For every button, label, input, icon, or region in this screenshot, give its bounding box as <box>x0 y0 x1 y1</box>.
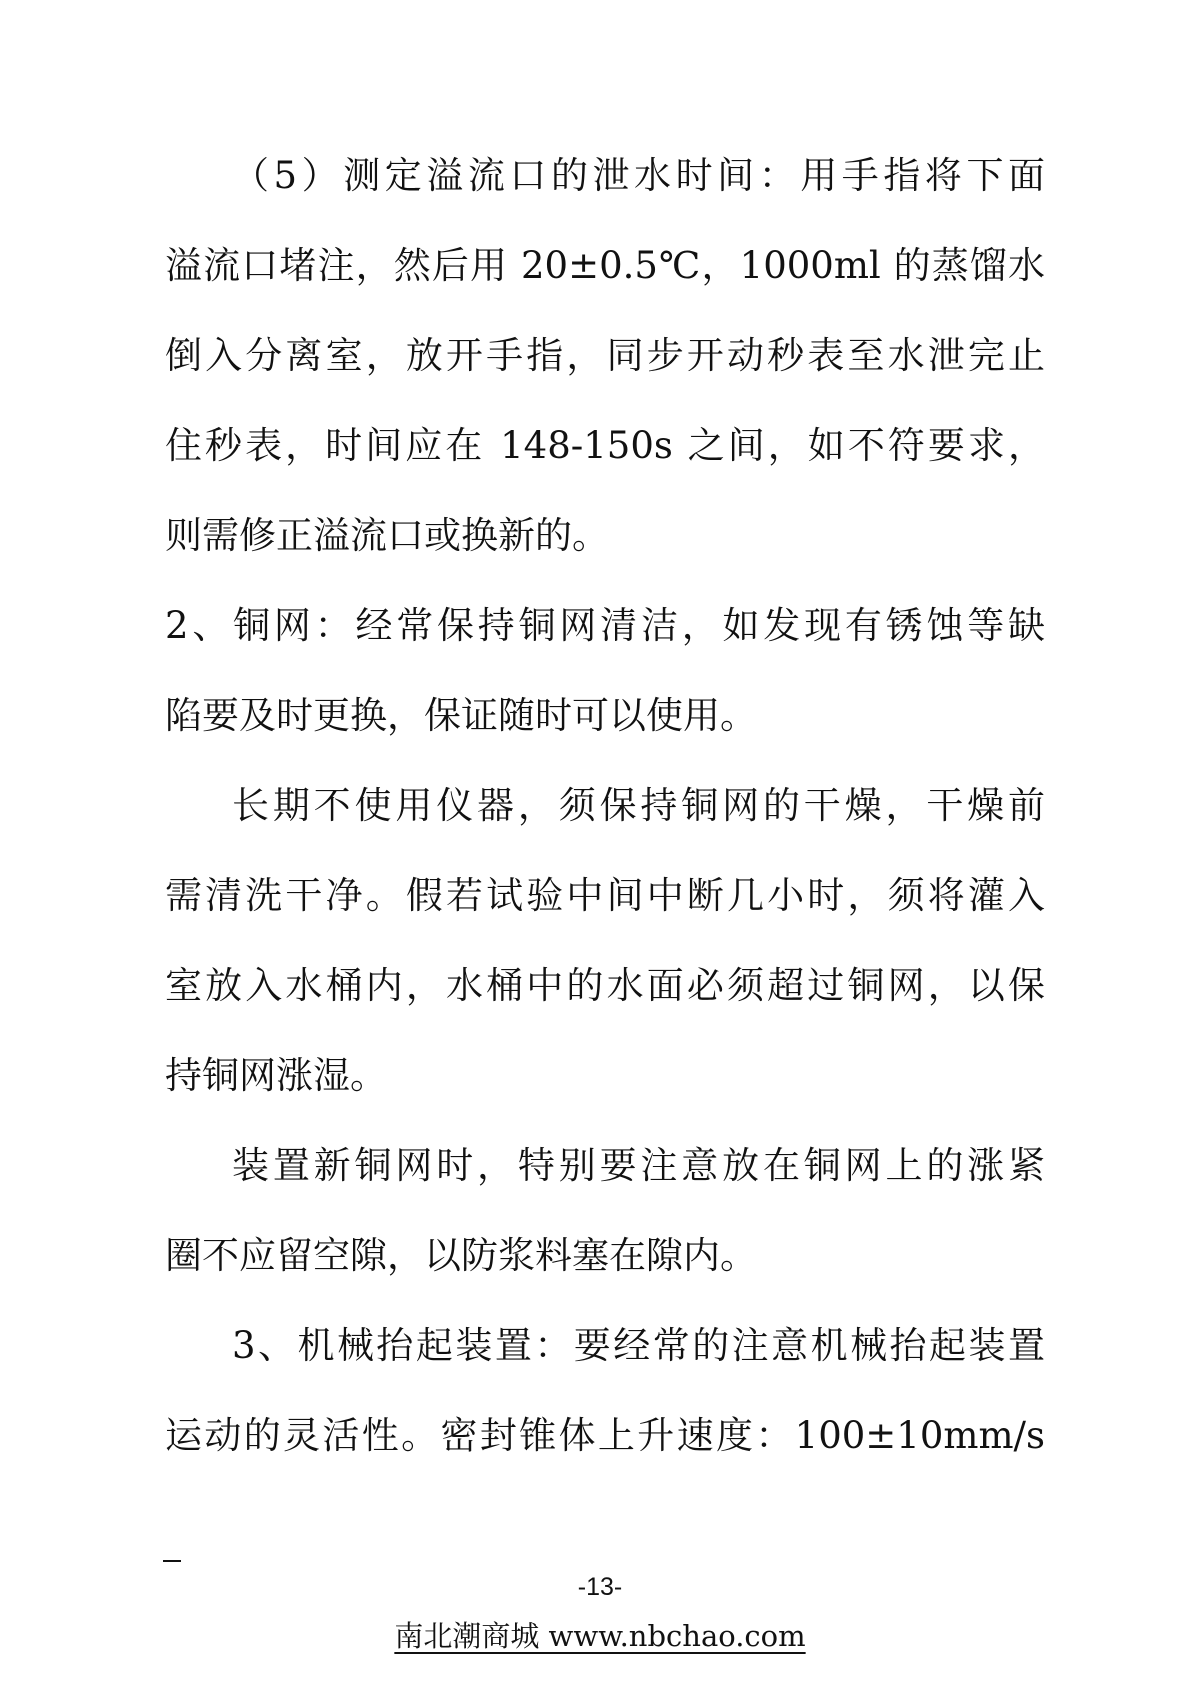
paragraph-line: 持铜网涨湿。 <box>165 1054 387 1097</box>
paragraph-line: 溢流口堵注，然后用 20±0.5℃，1000ml 的蒸馏水 <box>165 244 1045 287</box>
paragraph-line: 运动的灵活性。密封锥体上升速度：100±10mm/s <box>165 1414 1045 1457</box>
paragraph-line: 需清洗干净。假若试验中间中断几小时，须将灌入 <box>165 874 1045 917</box>
paragraph-line: 长期不使用仪器，须保持铜网的干燥，干燥前 <box>232 784 1045 827</box>
page-number: -13- <box>577 1573 623 1601</box>
paragraph-line: 2、铜网：经常保持铜网清洁，如发现有锈蚀等缺 <box>165 604 1045 647</box>
paragraph-line: 室放入水桶内，水桶中的水面必须超过铜网，以保 <box>165 964 1045 1007</box>
paragraph-line: 圈不应留空隙，以防浆料塞在隙内。 <box>165 1234 757 1277</box>
paragraph-line: 住秒表，时间应在 148-150s 之间，如不符要求， <box>165 424 1045 467</box>
paragraph-line: 陷要及时更换，保证随时可以使用。 <box>165 694 757 737</box>
paragraph-line: 倒入分离室，放开手指，同步开动秒表至水泄完止 <box>165 334 1045 377</box>
paragraph-line: （5）测定溢流口的泄水时间：用手指将下面 <box>232 154 1045 197</box>
paragraph-line: 装置新铜网时，特别要注意放在铜网上的涨紧 <box>232 1144 1045 1187</box>
footer-link[interactable]: 南北潮商城 www.nbchao.com <box>394 1619 806 1653</box>
paragraph-line: 则需修正溢流口或换新的。 <box>165 514 609 557</box>
underscore-mark <box>163 1560 181 1562</box>
paragraph-line: 3、机械抬起装置：要经常的注意机械抬起装置 <box>232 1324 1045 1367</box>
footer <box>0 1618 1200 1654</box>
